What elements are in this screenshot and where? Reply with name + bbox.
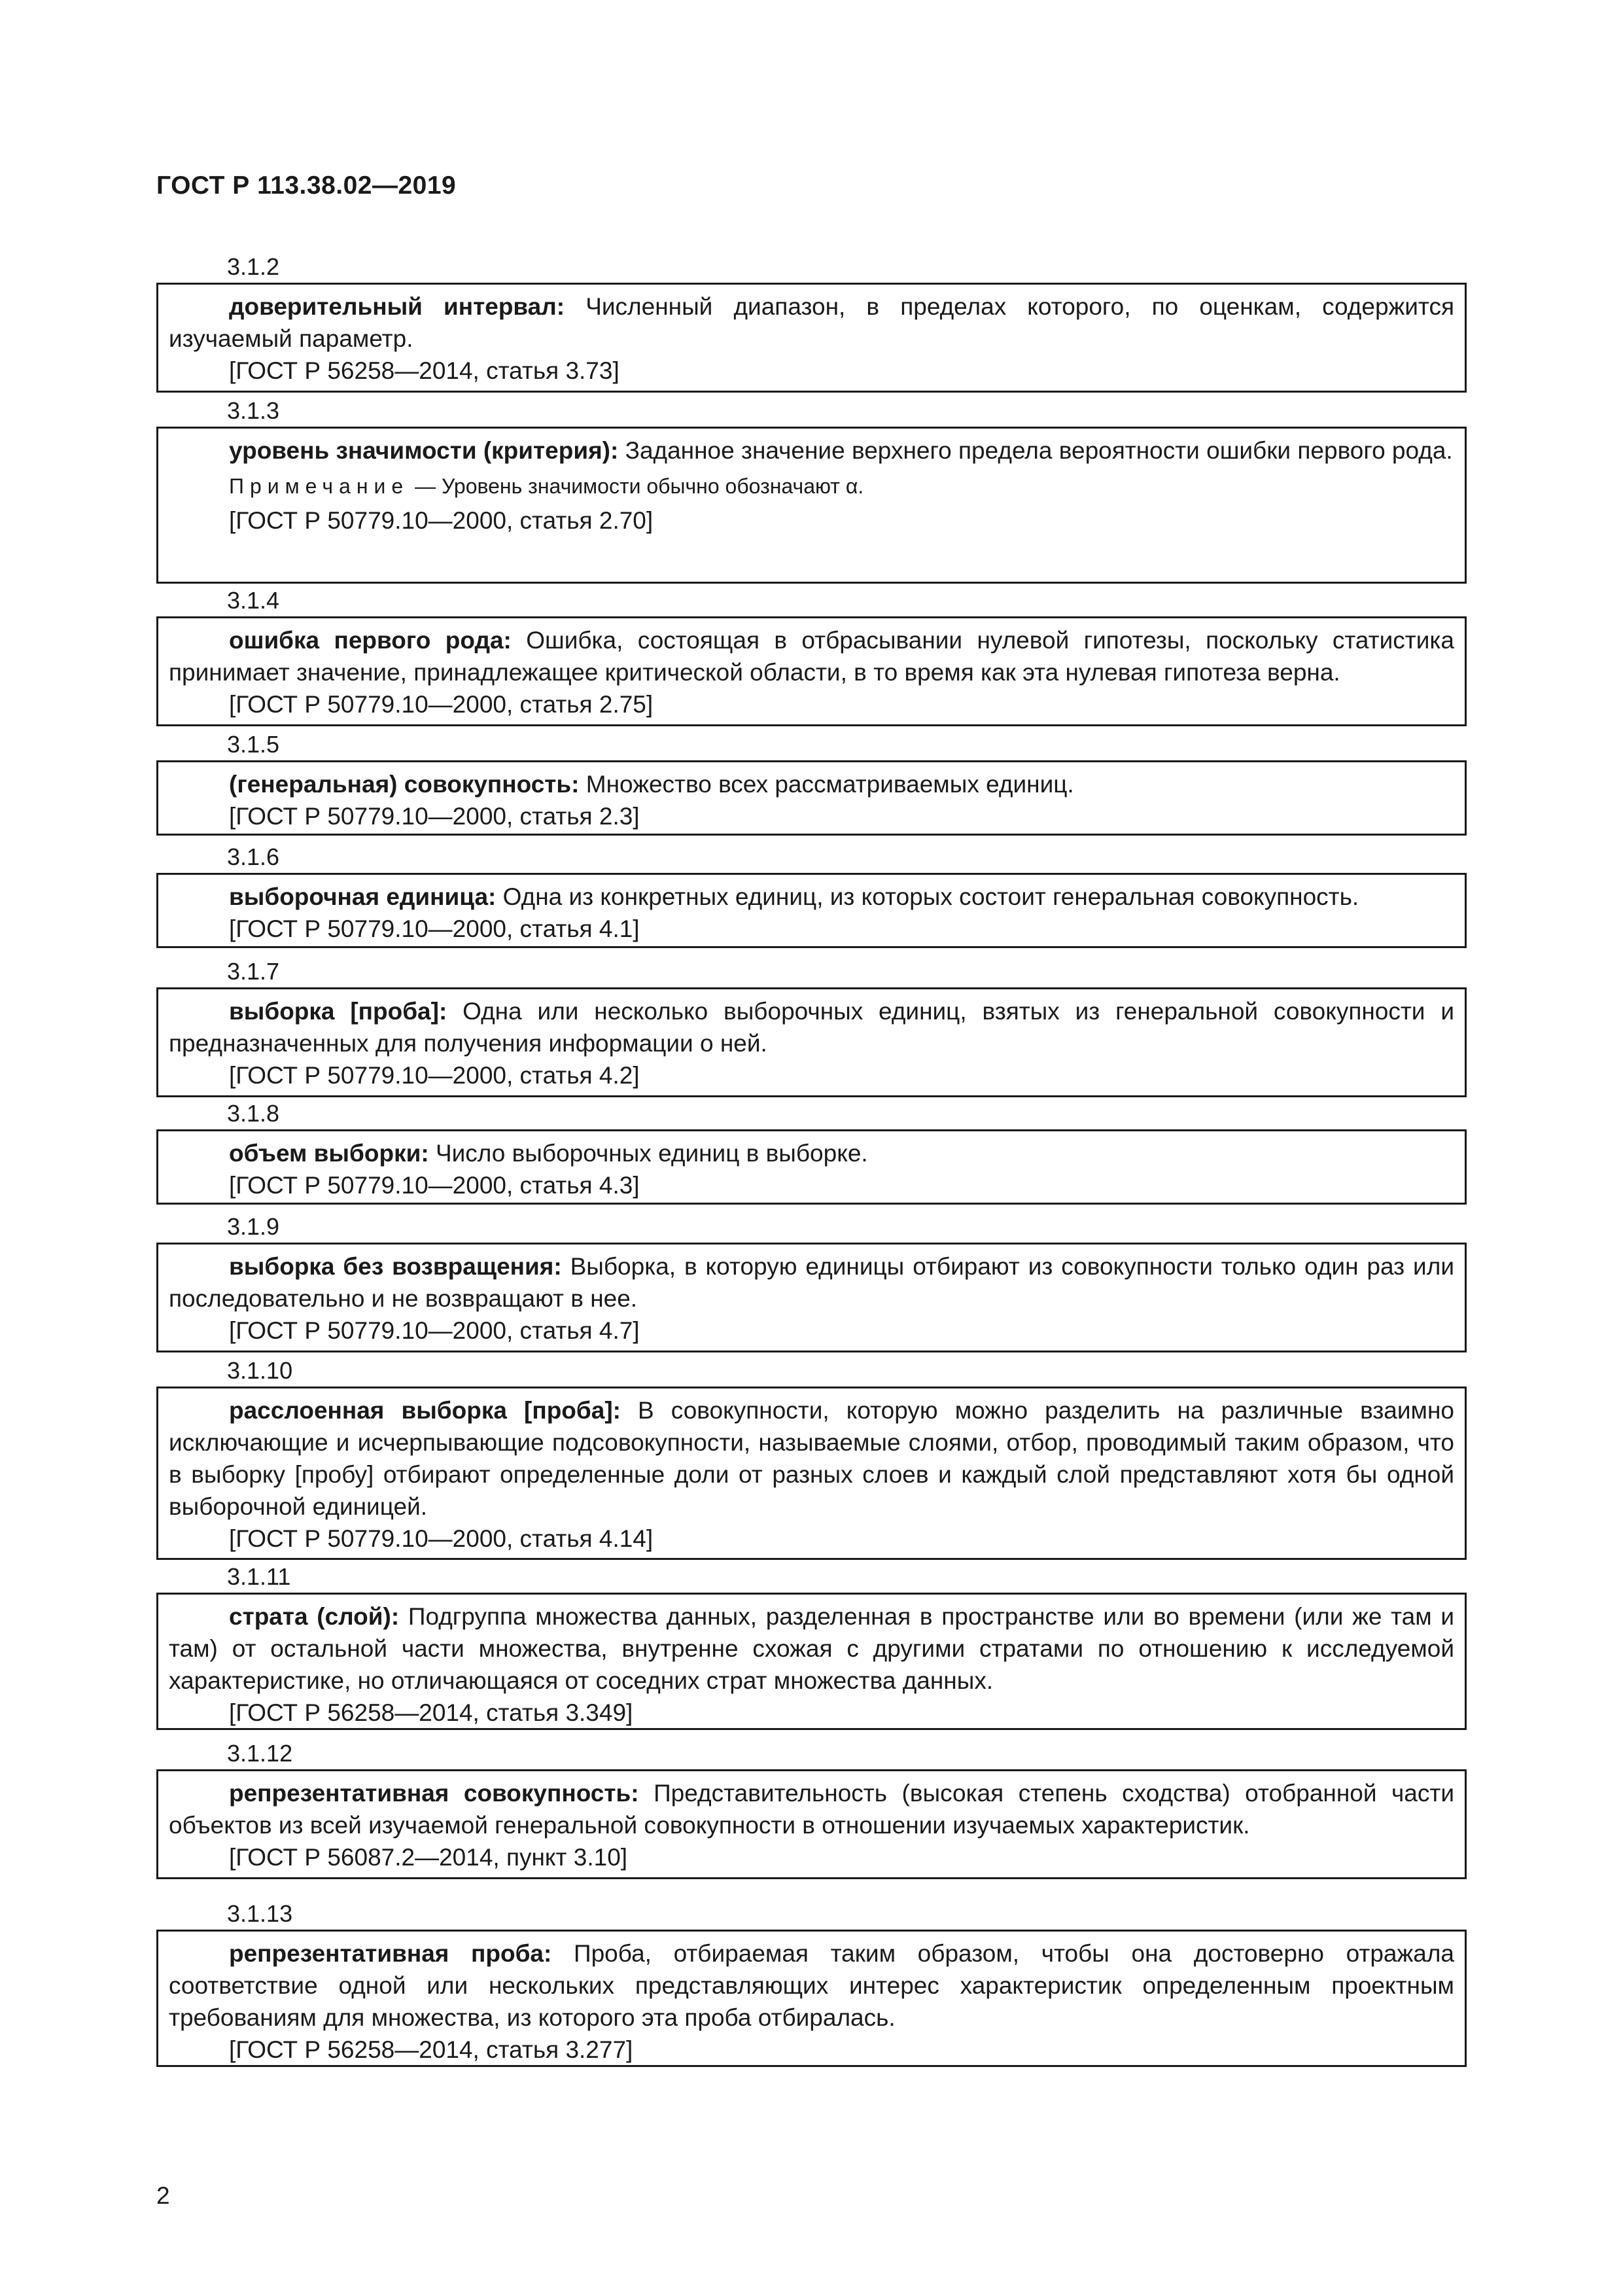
term-title: объем выборки: [229, 1140, 429, 1167]
term-definition: Выборка, в которую единицы отбирают из совокупности только один раз или последовательно и не возвращают в нее. [169, 1253, 1454, 1312]
term-number: 3.1.8 [227, 1100, 280, 1127]
term-source-reference: [ГОСТ Р 50779.10—2000, статья 2.70] [229, 507, 654, 534]
term-definition-paragraph [169, 291, 1454, 355]
term-definition: Представительность (высокая степень сходства) отобранной части объектов из всей изучаемой генеральной совокупности в отношении изучаемых характеристик. [169, 1780, 1454, 1839]
term-number: 3.1.3 [227, 397, 280, 424]
term-note [169, 472, 1454, 501]
term-definition-paragraph [169, 624, 1454, 688]
term-definition: Множество всех рассматриваемых единиц. [579, 771, 1074, 798]
term-entry-box [156, 283, 1467, 393]
term-number: 3.1.9 [227, 1213, 280, 1240]
term-entry-box [156, 1129, 1467, 1205]
term-entry-box [156, 1593, 1467, 1730]
term-title: репрезентативная совокупность: [229, 1780, 639, 1807]
term-definition: В совокупности, которую можно разделить на различные взаимно исключающие и исчерпывающие подсовокупности, называемые слоями, отбор, проводимый таким образом, что в выборку [пробу] отбирают определенные доли от разных слоев и каждый слой представляют хотя бы одной выборочной единицей. [169, 1397, 1454, 1520]
term-definition-paragraph [169, 1137, 1454, 1169]
term-source-reference: [ГОСТ Р 50779.10—2000, статья 2.75] [229, 691, 654, 718]
term-definition: Численный диапазон, в пределах которого, по оценкам, содержится изучаемый параметр. [169, 293, 1455, 352]
term-definition: Одна из конкретных единиц, из которых состоит генеральная совокупность. [496, 883, 1359, 910]
term-number: 3.1.2 [227, 253, 280, 280]
term-definition-paragraph [169, 1777, 1454, 1841]
term-number: 3.1.4 [227, 587, 280, 614]
term-entry-box [156, 987, 1467, 1097]
term-source-reference: [ГОСТ Р 56087.2—2014, пункт 3.10] [229, 1844, 628, 1871]
term-number: 3.1.11 [227, 1563, 291, 1590]
term-title: расслоенная выборка [проба]: [229, 1397, 621, 1424]
term-entry-box [156, 760, 1467, 836]
term-definition: Заданное значение верхнего предела вероятности ошибки первого рода. [618, 437, 1453, 464]
term-number: 3.1.12 [227, 1740, 293, 1767]
note-text: — Уровень значимости обычно обозначают α. [409, 474, 864, 498]
term-title: репрезентативная проба: [229, 1940, 552, 1967]
term-title: уровень значимости (критерия): [229, 437, 619, 464]
term-definition: Ошибка, состоящая в отбрасывании нулевой гипотезы, поскольку статистика принимает значение, принадлежащее критической области, в то время как эта нулевая гипотеза верна. [169, 627, 1454, 686]
term-title: страта (слой): [229, 1603, 400, 1630]
term-definition: Число выборочных единиц в выборке. [428, 1140, 868, 1167]
term-entry-box [156, 1386, 1467, 1560]
term-title: ошибка первого рода: [229, 627, 512, 654]
term-source-reference: [ГОСТ Р 56258—2014, статья 3.349] [229, 1699, 633, 1726]
term-definition: Проба, отбираемая таким образом, чтобы она достоверно отражала соответствие одной или нескольких представляющих интерес характеристик определенным проектным требованиям для множества, из которого эта проба отбиралась. [169, 1940, 1454, 2031]
term-title: выборка без возвращения: [229, 1253, 562, 1280]
term-definition-paragraph [169, 1600, 1454, 1697]
note-label: Примечание [229, 474, 410, 498]
page-number: 2 [156, 2182, 170, 2209]
term-definition-paragraph [169, 1937, 1454, 2034]
term-number: 3.1.6 [227, 843, 280, 870]
term-source-reference: [ГОСТ Р 50779.10—2000, статья 4.7] [229, 1317, 640, 1344]
term-number: 3.1.5 [227, 731, 280, 758]
term-definition-paragraph [169, 881, 1454, 913]
term-definition-paragraph [169, 434, 1454, 467]
term-entry-box [156, 1243, 1467, 1352]
term-entry-box [156, 1930, 1467, 2067]
term-definition-paragraph [169, 1394, 1454, 1523]
term-number: 3.1.10 [227, 1357, 293, 1384]
term-number: 3.1.7 [227, 958, 280, 985]
term-definition: Одна или несколько выборочных единиц, взятых из генеральной совокупности и предназначенных для получения информации о ней. [169, 998, 1454, 1057]
term-definition-paragraph [169, 1250, 1454, 1315]
term-definition-paragraph [169, 768, 1454, 800]
term-definition: Подгруппа множества данных, разделенная в пространстве или во времени (или же там и там) от остальной части множества, внутренне схожая с другими стратами по отношению к исследуемой характеристике, но отличающаяся от соседних страт множества данных. [169, 1603, 1454, 1694]
term-entry-box [156, 1769, 1467, 1879]
term-title: доверительный интервал: [229, 293, 565, 320]
term-definition-paragraph [169, 995, 1454, 1059]
document-header: ГОСТ Р 113.38.02—2019 [156, 171, 457, 200]
term-source-reference: [ГОСТ Р 50779.10—2000, статья 4.1] [229, 915, 640, 942]
term-source-reference: [ГОСТ Р 50779.10—2000, статья 4.14] [229, 1525, 654, 1552]
term-source-reference: [ГОСТ Р 56258—2014, статья 3.73] [229, 357, 620, 384]
term-title: выборка [проба]: [229, 998, 447, 1025]
term-entry-box [156, 873, 1467, 948]
term-title: (генеральная) совокупность: [229, 771, 580, 798]
term-source-reference: [ГОСТ Р 50779.10—2000, статья 4.2] [229, 1062, 640, 1089]
term-number: 3.1.13 [227, 1900, 293, 1927]
term-source-reference: [ГОСТ Р 50779.10—2000, статья 2.3] [229, 803, 640, 830]
term-title: выборочная единица: [229, 883, 497, 910]
term-entry-box [156, 427, 1467, 584]
term-source-reference: [ГОСТ Р 50779.10—2000, статья 4.3] [229, 1172, 640, 1199]
term-source-reference: [ГОСТ Р 56258—2014, статья 3.277] [229, 2036, 633, 2063]
term-entry-box [156, 616, 1467, 726]
